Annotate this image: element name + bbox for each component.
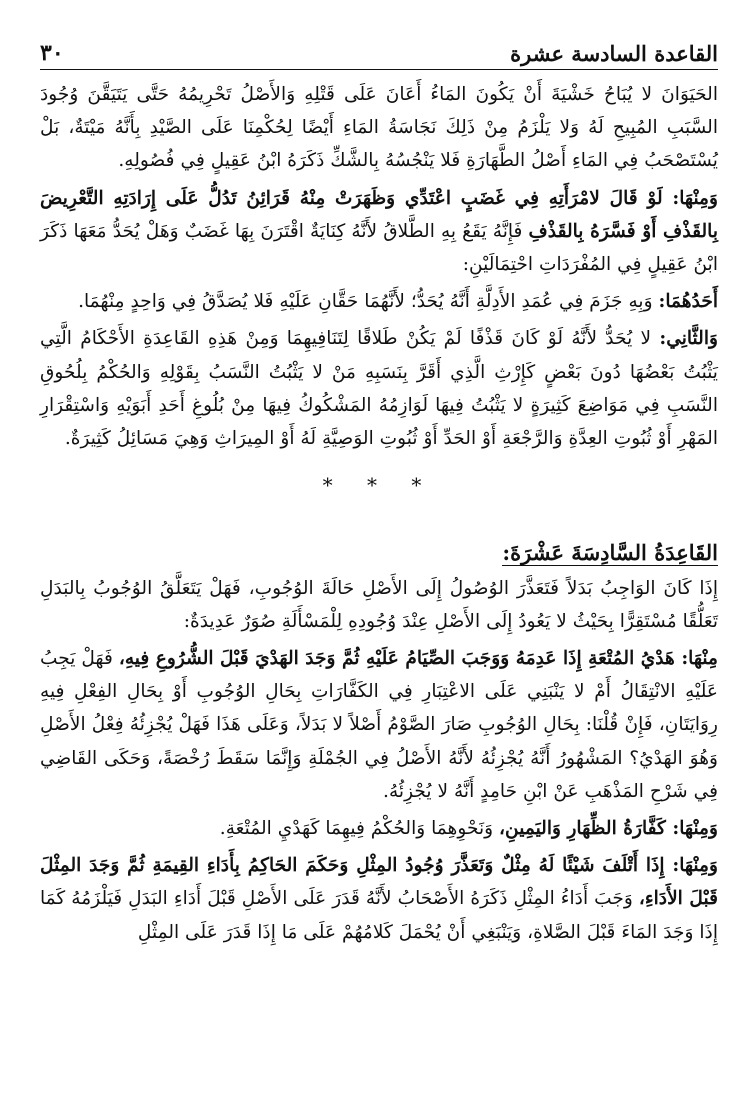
paragraph-text: لا يُحَدُّ لأَنَّهُ لَوْ كَانَ قَذْفًا لَمْ يَكُنْ طَلاقًا لِتَنَافِيهِمَا وَمِنْ هَذِهِ القَاعِدَةِ الأَحْكَامُ الَّتِي يَثْبُتُ بَعْضُهَا دُونَ بَعْضٍ كَإِرْثِ الَّذِي أَقَرَّ بِنَسَبِهِ مَنْ لا يَثْبُتُ النَّسَبُ بِقَوْلِهِ وَالحُكْمُ بِلُحُوقِ النَّسَبِ فِي مَوَاضِعَ كَثِيرَةٍ لا يَثْبُتُ فِيهَا لَوَازِمُهُ المَشْكُوكُ فِيهَا مِنْ بُلُوغِ أَحَدِ أَبَوَيْهِ وَاسْتِقْرَارِ المَهْرِ أَوْ ثُبُوتِ العِدَّةِ وَالرَّجْعَةِ أَوْ الحَدِّ أَوْ ثُبُوتِ الوَصِيَّةِ لَهُ أَوْ المِيرَاثِ وَهِيَ مَسَائِلُ كَثِيرَةٌ. [40, 328, 718, 450]
paragraph-text: وَنَحْوِهِمَا وَالحُكْمُ فِيهِمَا كَهَدْيِ المُتْعَةِ. [219, 818, 494, 840]
paragraph [40, 572, 718, 638]
page-number: ٣٠ [40, 40, 64, 66]
section-separator: * * * [322, 473, 436, 498]
paragraph-lead: مِنْهَا: هَدْيُ المُتْعَةِ إِذَا عَدِمَهُ وَوَجَبَ الصِّيَامُ عَلَيْهِ ثُمَّ وَجَدَ الهَدْيَ قَبْلَ الشُّرُوعِ فِيهِ، [118, 648, 718, 670]
page-header [40, 36, 718, 70]
paragraph-text: الحَيَوَانَ لا يُبَاحُ خَشْيَةَ أَنْ يَكُونَ المَاءُ أَعَانَ عَلَى قَتْلِهِ وَالأَصْلُ تَحْرِيمُهُ حَتَّى يَتَيَقَّنَ وُجُودَ السَّبَبِ المُبِيحِ لَهُ وَلا يَلْزَمُ مِنْ ذَلِكَ نَجَاسَةُ المَاءِ أَيْضًا لِحُكْمِنَا عَلَى الصَّيْدِ بِأَنَّهُ مَيْتَةٌ، بَلْ يُسْتَصْحَبُ فِي المَاءِ أَصْلُ الطَّهَارَةِ فَلا يَنْجُسُهُ بِالشَّكِّ ذَكَرَهُ ابْنُ عَقِيلٍ فِي فُصُولِهِ. [40, 84, 718, 172]
paragraph [40, 78, 718, 178]
paragraph-lead: وَمِنْهَا: كَفَّارَةُ الظِّهَارِ وَاليَمِينِ، [499, 818, 718, 840]
paragraph-text: فَهَلْ يَجِبُ عَلَيْهِ الانْتِقَالُ أَمْ لا يَنْبَنِي عَلَى الاعْتِبَارِ فِي الكَفَّارَاتِ بِحَالِ الوُجُوبِ أَوْ بِحَالِ الفِعْلِ فِيهِ رِوَايَتَانِ، فَإِنْ قُلْنَا: بِحَالِ الوُجُوبِ صَارَ الصَّوْمُ أَصْلاً لا بَدَلاً، وَعَلَى هَذَا فَهَلْ يُجْزِئُهُ فِعْلُ الأَصْلِ وَهُوَ الهَدْيُ؟ المَشْهُورُ أَنَّهُ يُجْزِئُهُ لأَنَّهُ الأَصْلُ فِي الجُمْلَةِ وَإِنَّمَا سَقَطَ رُخْصَةً، وَحَكَى القَاضِي فِي شَرْحِ المَذْهَبِ عَنْ ابْنِ حَامِدٍ أَنَّهُ لا يُجْزِئُهُ. [40, 648, 718, 802]
paragraph [40, 322, 718, 455]
section-title [40, 536, 718, 569]
paragraph [40, 812, 718, 845]
paragraph-lead: وَمِنْهَا: إِذَا أَتْلَفَ شَيْئًا لَهُ مِثْلٌ وَتَعَذَّرَ وُجُودُ المِثْلِ وَحَكَمَ الحَاكِمُ بِأَدَاءِ القِيمَةِ ثُمَّ وَجَدَ المِثْلَ قَبْلَ الأَدَاءِ، [40, 855, 719, 910]
paragraph-text: فَإِنَّهُ يَقَعُ بِهِ الطَّلاقُ لأَنَّهُ كِنَايَةٌ اقْتَرَنَ بِهَا غَضَبٌ وَهَلْ يُحَدُّ مَعَهَا ذَكَرَ ابْنُ عَقِيلٍ فِي المُفْرَدَاتِ احْتِمَالَيْنِ: [40, 220, 718, 276]
paragraph-text: وَبِهِ جَزَمَ فِي عُمَدِ الأَدِلَّةِ أَنَّهُ يُحَدُّ؛ لأَنَّهُمَا حَقَّانِ عَلَيْهِ فَلا يُصَدَّقُ فِي وَاحِدٍ مِنْهُمَا. [78, 291, 653, 313]
paragraph [40, 642, 718, 808]
page-body [40, 78, 718, 949]
paragraph-lead: وَالثَّانِي: [659, 328, 718, 350]
paragraph [40, 285, 718, 318]
paragraph [40, 849, 718, 949]
section-title-text: القَاعِدَةُ السَّادِسَةَ عَشْرَةَ: [502, 540, 718, 566]
paragraph [40, 182, 718, 282]
paragraph-text: وَجَبَ أَدَاءُ المِثْلِ ذَكَرَهُ الأَصْحَابُ لأَنَّهُ قَدَرَ عَلَى الأَصْلِ قَبْلَ أَدَاءِ البَدَلِ فَيَلْزَمُهُ كَمَا إِذَا وَجَدَ المَاءَ قَبْلَ الصَّلاةِ، وَيَنْبَغِي أَنْ يُحْمَلَ كَلامُهُمْ عَلَى مَا إِذَا قَدَرَ عَلَى المِثْلِ [40, 888, 718, 943]
paragraph-lead: وَمِنْهَا: لَوْ قَالَ لامْرَأَتِهِ فِي غَضَبٍ اعْتَدِّي وَظَهَرَتْ مِنْهُ قَرَائِنُ تَدُلُّ عَلَى إِرَادَتِهِ التَّعْرِيضَ بِالقَذْفِ أَوْ فَسَّرَهُ بِالقَذْفِ [40, 187, 718, 242]
running-title: القاعدة السادسة عشرة [510, 41, 718, 66]
paragraph-lead: أَحَدُهُمَا: [658, 291, 718, 313]
paragraph-text: إِذَا كَانَ الوَاجِبُ بَدَلاً فَتَعَذَّرَ الوُصُولُ إِلَى الأَصْلِ حَالَةَ الوُجُوبِ، فَهَلْ يَتَعَلَّقُ الوُجُوبُ بِالبَدَلِ تَعَلُّقًا مُسْتَقِرًّا بِحَيْثُ لا يَعُودُ إِلَى الأَصْلِ عِنْدَ وُجُودِهِ لِلْمَسْأَلَةِ صُوَرٌ عَدِيدَةٌ: [40, 577, 718, 632]
